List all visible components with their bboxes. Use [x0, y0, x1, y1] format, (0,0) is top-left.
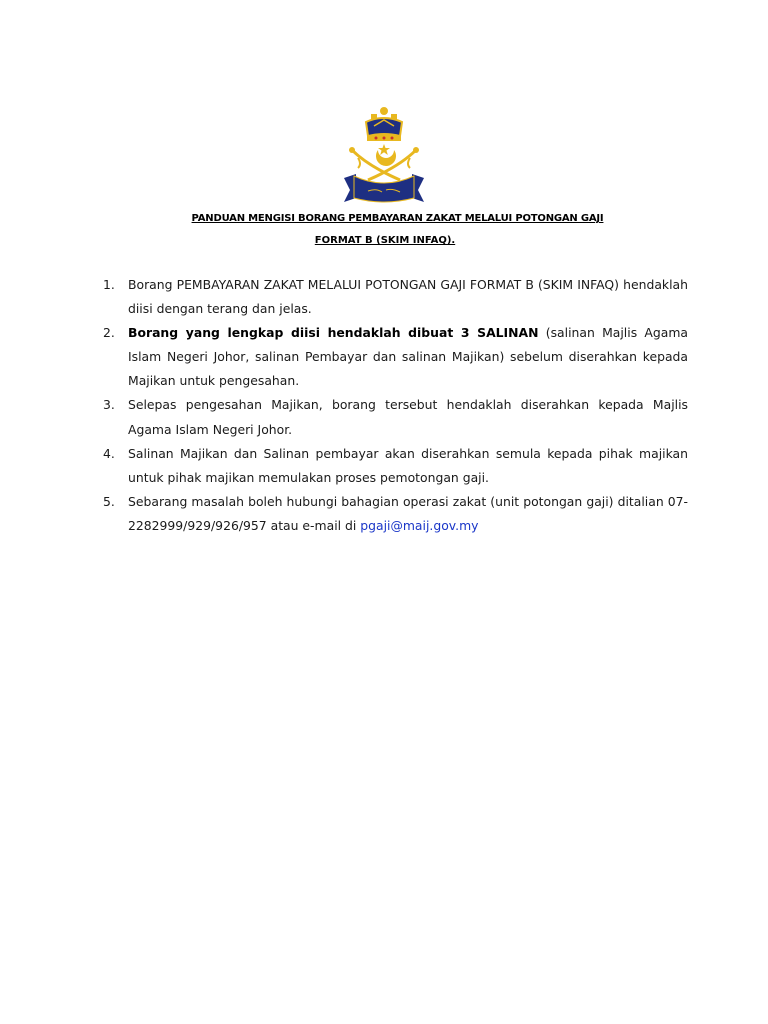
list-item-5	[103, 490, 688, 538]
crest-banner-icon	[344, 174, 424, 202]
list-item-4	[103, 442, 688, 490]
document-title: PANDUAN MENGISI BORANG PEMBAYARAN ZAKAT MELALUI POTONGAN GAJI	[191, 213, 604, 224]
star-crescent-icon	[376, 144, 396, 166]
item-text: Sebarang masalah boleh hubungi bahagian operasi zakat (unit potongan gaji) ditalian 07-2282999/929/926/957 atau e-mail di	[128, 493, 688, 533]
item-number: 2.	[103, 325, 115, 341]
item-number: 1.	[103, 277, 115, 292]
list-item-2	[103, 321, 688, 393]
item-text: Borang PEMBAYARAN ZAKAT MELALUI POTONGAN GAJI FORMAT B (SKIM INFAQ) hendaklah diisi dengan terang dan jelas.	[128, 277, 688, 317]
document-subtitle: FORMAT B (SKIM INFAQ).	[314, 235, 456, 246]
list-item-3	[103, 393, 688, 441]
list-item-1	[103, 273, 688, 321]
johor-crest-icon	[338, 106, 430, 206]
item-text: Selepas pengesahan Majikan, borang tersebut hendaklah diserahkan kepada Majlis Agama Islam Negeri Johor.	[128, 397, 688, 437]
instruction-list	[103, 273, 688, 538]
item-number: 4.	[103, 445, 115, 461]
item-text: Salinan Majikan dan Salinan pembayar akan diserahkan semula kepada pihak majikan untuk pihak majikan memulakan proses pemotongan gaji.	[128, 445, 688, 485]
item-bold-text: Borang yang lengkap diisi hendaklah dibuat 3 SALINAN	[128, 325, 539, 341]
crown-icon	[366, 107, 402, 141]
item-number: 3.	[103, 397, 115, 413]
item-number: 5.	[103, 493, 115, 509]
item-text: (salinan Majlis Agama Islam Negeri Johor, salinan Pembayar dan salinan Majikan) sebelum diserahkan kepada Majikan untuk pengesahan.	[128, 325, 689, 389]
email-link[interactable]: pgaji@maij.gov.my	[360, 517, 479, 533]
